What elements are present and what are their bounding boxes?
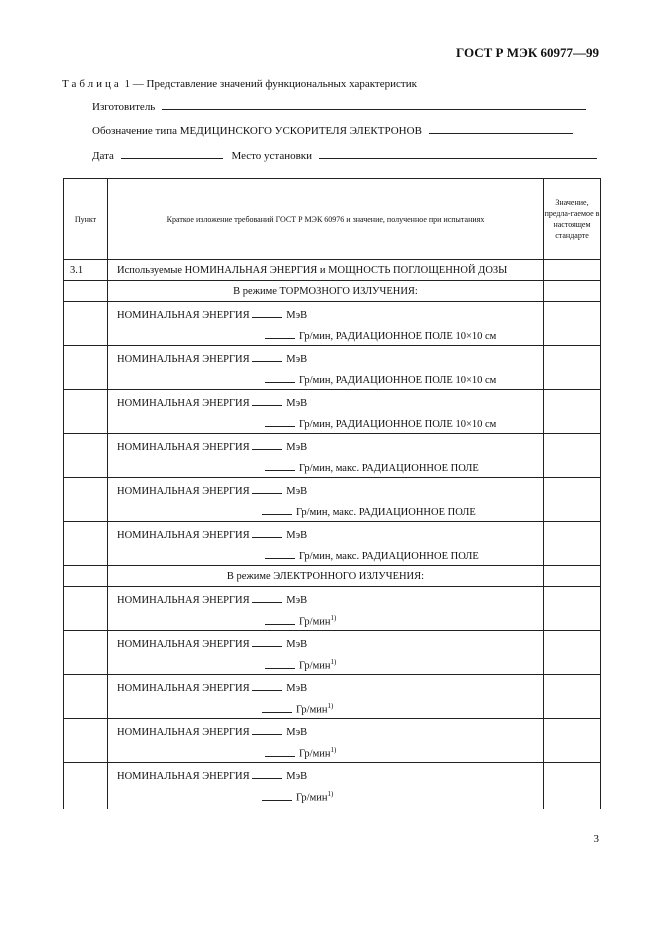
value-cell[interactable] [544, 434, 601, 478]
electron-heading: В режиме ЭЛЕКТРОННОГО ИЗЛУЧЕНИЯ: [108, 566, 544, 587]
energy-label: НОМИНАЛЬНАЯ ЭНЕРГИЯ [117, 595, 250, 606]
caption-label: Таблица [62, 78, 122, 90]
rate-blank[interactable] [265, 417, 295, 427]
location-label: Место установки [231, 150, 313, 162]
header-summary: Краткое изложение требований ГОСТ Р МЭК 60976 и значение, полученное при испытаниях [108, 179, 544, 260]
type-field [92, 124, 573, 137]
energy-blank[interactable] [252, 769, 282, 779]
rate-text: Гр/мин [299, 616, 331, 628]
brems-heading: В режиме ТОРМОЗНОГО ИЗЛУЧЕНИЯ: [108, 281, 544, 302]
rate-blank[interactable] [265, 549, 295, 559]
energy-label: НОМИНАЛЬНАЯ ЭНЕРГИЯ [117, 530, 250, 541]
rate-blank[interactable] [262, 703, 292, 713]
energy-unit: МэВ [286, 727, 308, 738]
rate-text: Гр/мин [299, 748, 331, 760]
energy-blank[interactable] [252, 396, 282, 406]
table-row [64, 302, 601, 346]
manufacturer-line[interactable] [162, 100, 586, 110]
footnote-mark: 1) [330, 658, 337, 666]
energy-label: НОМИНАЛЬНАЯ ЭНЕРГИЯ [117, 442, 250, 453]
table-header-row [64, 179, 601, 260]
energy-label: НОМИНАЛЬНАЯ ЭНЕРГИЯ [117, 354, 250, 365]
table-row [64, 478, 601, 522]
date-location-field [92, 149, 597, 162]
table-row [64, 434, 601, 478]
table-row [64, 719, 601, 763]
value-cell[interactable] [544, 719, 601, 763]
rate-text: Гр/мин, РАДИАЦИОННОЕ ПОЛЕ 10×10 см [299, 419, 497, 430]
energy-unit: МэВ [286, 683, 308, 694]
value-cell[interactable] [544, 675, 601, 719]
value-cell[interactable] [544, 566, 601, 587]
rate-text: Гр/мин [296, 792, 328, 804]
footnote-mark: 1) [330, 746, 337, 754]
energy-unit: МэВ [286, 310, 308, 321]
energy-unit: МэВ [286, 595, 308, 606]
energy-blank[interactable] [252, 593, 282, 603]
rate-text: Гр/мин, макс. РАДИАЦИОННОЕ ПОЛЕ [296, 507, 476, 518]
energy-blank[interactable] [252, 308, 282, 318]
date-line[interactable] [121, 149, 223, 159]
date-label: Дата [92, 150, 114, 162]
characteristics-table [63, 178, 601, 809]
item-text: Используемые НОМИНАЛЬНАЯ ЭНЕРГИЯ и МОЩНОСТЬ ПОГЛОЩЕННОЙ ДОЗЫ [108, 260, 544, 281]
table-row [64, 631, 601, 675]
energy-unit: МэВ [286, 354, 308, 365]
manufacturer-field [92, 100, 586, 113]
value-cell[interactable] [544, 260, 601, 281]
value-cell[interactable] [544, 631, 601, 675]
energy-label: НОМИНАЛЬНАЯ ЭНЕРГИЯ [117, 310, 250, 321]
energy-label: НОМИНАЛЬНАЯ ЭНЕРГИЯ [117, 486, 250, 497]
rate-blank[interactable] [265, 329, 295, 339]
page-number: 3 [593, 833, 599, 845]
energy-blank[interactable] [252, 725, 282, 735]
table-row [64, 260, 601, 281]
footnote-mark: 1) [327, 790, 334, 798]
rate-blank[interactable] [265, 461, 295, 471]
table-row [64, 281, 601, 302]
table-row [64, 522, 601, 566]
energy-unit: МэВ [286, 530, 308, 541]
table-row [64, 346, 601, 390]
rate-text: Гр/мин, макс. РАДИАЦИОННОЕ ПОЛЕ [299, 551, 479, 562]
energy-label: НОМИНАЛЬНАЯ ЭНЕРГИЯ [117, 683, 250, 694]
header-item: Пункт [64, 179, 108, 260]
table-row [64, 587, 601, 631]
location-line[interactable] [319, 149, 597, 159]
table-row [64, 675, 601, 719]
energy-label: НОМИНАЛЬНАЯ ЭНЕРГИЯ [117, 727, 250, 738]
type-line[interactable] [429, 124, 573, 134]
energy-blank[interactable] [252, 484, 282, 494]
item-number: 3.1 [64, 260, 108, 281]
energy-unit: МэВ [286, 771, 308, 782]
value-cell[interactable] [544, 390, 601, 434]
energy-label: НОМИНАЛЬНАЯ ЭНЕРГИЯ [117, 398, 250, 409]
table-row [64, 566, 601, 587]
value-cell[interactable] [544, 763, 601, 810]
rate-blank[interactable] [265, 615, 295, 625]
rate-blank[interactable] [262, 505, 292, 515]
table-row [64, 763, 601, 810]
energy-unit: МэВ [286, 442, 308, 453]
rate-text: Гр/мин, макс. РАДИАЦИОННОЕ ПОЛЕ [299, 463, 479, 474]
value-cell[interactable] [544, 281, 601, 302]
energy-unit: МэВ [286, 639, 308, 650]
rate-blank[interactable] [265, 373, 295, 383]
energy-blank[interactable] [252, 440, 282, 450]
footnote-mark: 1) [330, 614, 337, 622]
value-cell[interactable] [544, 522, 601, 566]
manufacturer-label: Изготовитель [92, 101, 156, 113]
value-cell[interactable] [544, 346, 601, 390]
value-cell[interactable] [544, 478, 601, 522]
rate-blank[interactable] [262, 791, 292, 801]
energy-blank[interactable] [252, 637, 282, 647]
document-header: ГОСТ Р МЭК 60977—99 [456, 45, 599, 60]
rate-text: Гр/мин [299, 660, 331, 672]
value-cell[interactable] [544, 302, 601, 346]
energy-unit: МэВ [286, 398, 308, 409]
rate-blank[interactable] [265, 659, 295, 669]
energy-blank[interactable] [252, 681, 282, 691]
energy-label: НОМИНАЛЬНАЯ ЭНЕРГИЯ [117, 639, 250, 650]
rate-text: Гр/мин, РАДИАЦИОННОЕ ПОЛЕ 10×10 см [299, 331, 497, 342]
rate-blank[interactable] [265, 747, 295, 757]
type-label: Обозначение типа МЕДИЦИНСКОГО УСКОРИТЕЛЯ ЭЛЕКТРОНОВ [92, 125, 422, 137]
energy-blank[interactable] [252, 352, 282, 362]
energy-unit: МэВ [286, 486, 308, 497]
energy-label: НОМИНАЛЬНАЯ ЭНЕРГИЯ [117, 771, 250, 782]
rate-text: Гр/мин [296, 704, 328, 716]
rate-text: Гр/мин, РАДИАЦИОННОЕ ПОЛЕ 10×10 см [299, 375, 497, 386]
value-cell[interactable] [544, 587, 601, 631]
footnote-mark: 1) [327, 702, 334, 710]
caption-text: 1 — Представление значений функциональных характеристик [124, 78, 417, 90]
header-value: Значение, предла-гаемое в настоящем стандарте [544, 179, 601, 260]
energy-blank[interactable] [252, 528, 282, 538]
table-caption [62, 78, 417, 90]
table-row [64, 390, 601, 434]
